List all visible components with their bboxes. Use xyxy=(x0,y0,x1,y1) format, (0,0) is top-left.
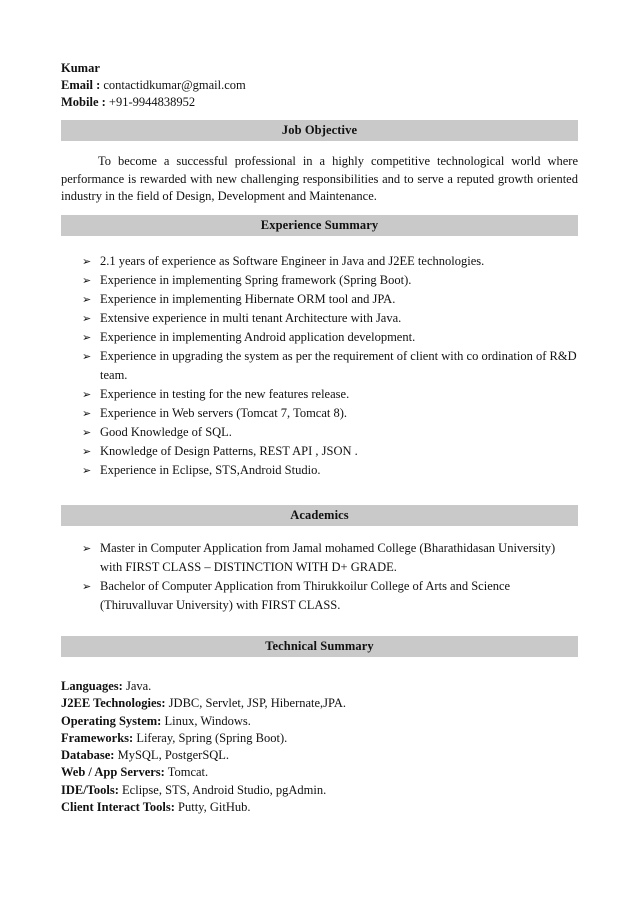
list-item-text: Extensive experience in multi tenant Architecture with Java. xyxy=(100,311,402,325)
tech-label: Frameworks: xyxy=(61,730,134,745)
arrow-bullet-icon: ➢ xyxy=(82,312,92,325)
tech-label: Languages: xyxy=(61,679,123,693)
tech-value: Liferay, Spring (Spring Boot). xyxy=(133,730,288,745)
arrow-bullet-icon: ➢ xyxy=(82,542,92,555)
experience-list xyxy=(82,252,578,480)
list-item-text: Experience in implementing Android application development. xyxy=(100,330,416,344)
tech-label: Operating System: xyxy=(61,713,162,728)
list-item xyxy=(82,271,578,290)
tech-label: J2EE Technologies: xyxy=(61,696,166,711)
tech-label: Web / App Servers: xyxy=(61,765,165,780)
tech-row xyxy=(61,713,346,730)
tech-value: Putty, GitHub. xyxy=(174,800,251,815)
section-title-objective: Job Objective xyxy=(61,120,578,141)
arrow-bullet-icon: ➢ xyxy=(82,580,92,593)
arrow-bullet-icon: ➢ xyxy=(82,274,92,287)
technical-summary-list xyxy=(61,678,346,816)
list-item xyxy=(82,539,578,577)
list-item-text: Knowledge of Design Patterns, REST API , JSON . xyxy=(100,444,358,458)
objective-paragraph: To become a successful professional in a highly competitive technological world where performance is rewarded with new challenging responsibilities and to serve a reputed growth oriented industry in the field of Design, Development and Maintenance. xyxy=(61,154,578,203)
list-item xyxy=(82,347,578,385)
section-title-academics: Academics xyxy=(61,505,578,526)
section-title-technical: Technical Summary xyxy=(61,636,578,657)
candidate-name: Kumar xyxy=(61,61,100,75)
tech-row xyxy=(61,678,346,695)
tech-row xyxy=(61,695,346,712)
tech-row xyxy=(61,782,346,799)
list-item xyxy=(82,328,578,347)
list-item xyxy=(82,442,578,461)
tech-label: IDE/Tools: xyxy=(61,782,119,797)
list-item-text: Experience in upgrading the system as per the requirement of client with co ordination of R&D team. xyxy=(100,349,577,382)
arrow-bullet-icon: ➢ xyxy=(82,255,92,268)
tech-value: JDBC, Servlet, JSP, Hibernate,JPA. xyxy=(165,696,347,711)
email-label: Email : xyxy=(61,78,101,92)
arrow-bullet-icon: ➢ xyxy=(82,464,92,477)
list-item xyxy=(82,290,578,309)
list-item xyxy=(82,423,578,442)
list-item xyxy=(82,252,578,271)
list-item-text: Master in Computer Application from Jamal mohamed College (Bharathidasan University) with FIRST CLASS – DISTINCTION WITH D+ GRADE. xyxy=(100,541,556,574)
academics-list xyxy=(82,539,578,615)
tech-label: Client Interact Tools: xyxy=(61,800,175,815)
list-item-text: Experience in testing for the new features release. xyxy=(100,387,350,401)
list-item xyxy=(82,461,578,480)
tech-row xyxy=(61,747,346,764)
tech-value: MySQL, PostgerSQL. xyxy=(114,748,230,763)
list-item xyxy=(82,404,578,423)
list-item-text: Experience in implementing Hibernate ORM tool and JPA. xyxy=(100,292,396,306)
email-line xyxy=(61,77,246,94)
tech-value: Linux, Windows. xyxy=(161,713,251,728)
tech-value: Eclipse, STS, Android Studio, pgAdmin. xyxy=(118,782,327,797)
tech-label: Database: xyxy=(61,748,115,763)
list-item-text: Experience in Eclipse, STS,Android Studio. xyxy=(100,463,321,477)
mobile-line xyxy=(61,94,246,111)
list-item xyxy=(82,577,578,615)
mobile-value: +91-9944838952 xyxy=(105,95,196,109)
mobile-label: Mobile : xyxy=(61,95,106,109)
tech-row xyxy=(61,730,346,747)
list-item xyxy=(82,309,578,328)
tech-row xyxy=(61,764,346,781)
tech-value: Java. xyxy=(122,679,152,693)
arrow-bullet-icon: ➢ xyxy=(82,388,92,401)
section-title-experience: Experience Summary xyxy=(61,215,578,236)
list-item-text: Good Knowledge of SQL. xyxy=(100,425,232,439)
tech-value: Tomcat. xyxy=(164,765,209,780)
list-item xyxy=(82,385,578,404)
list-item-text: Bachelor of Computer Application from Thirukkoilur College of Arts and Science (Thiruvalluvar University) with FIRST CLASS. xyxy=(100,579,511,612)
arrow-bullet-icon: ➢ xyxy=(82,445,92,458)
contact-header xyxy=(61,60,246,111)
list-item-text: Experience in Web servers (Tomcat 7, Tomcat 8). xyxy=(100,406,348,420)
arrow-bullet-icon: ➢ xyxy=(82,426,92,439)
list-item-text: Experience in implementing Spring framework (Spring Boot). xyxy=(100,273,412,287)
arrow-bullet-icon: ➢ xyxy=(82,407,92,420)
arrow-bullet-icon: ➢ xyxy=(82,331,92,344)
arrow-bullet-icon: ➢ xyxy=(82,350,92,363)
email-value: contactidkumar@gmail.com xyxy=(100,78,246,92)
list-item-text: 2.1 years of experience as Software Engineer in Java and J2EE technologies. xyxy=(100,254,485,268)
arrow-bullet-icon: ➢ xyxy=(82,293,92,306)
tech-row xyxy=(61,799,346,816)
